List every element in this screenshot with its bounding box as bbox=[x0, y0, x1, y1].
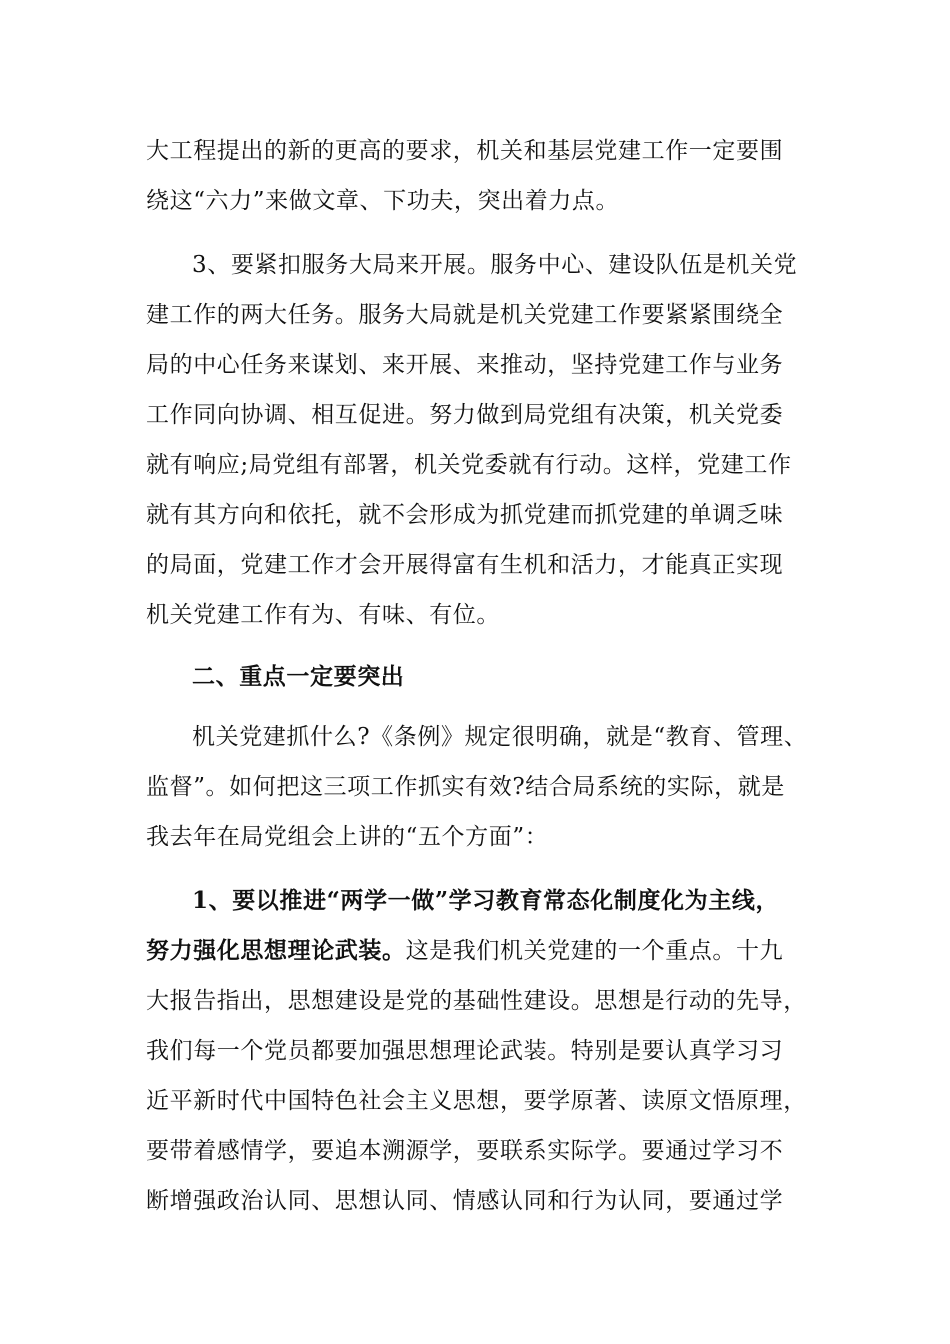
text-line: 的局面，党建工作才会开展得富有生机和活力，才能真正实现 bbox=[146, 552, 784, 578]
inline-text: 这是我们机关党建的一个重点。十九 bbox=[405, 938, 784, 964]
paragraph-start-line: 3、要紧扣服务大局来开展。服务中心、建设队伍是机关党 bbox=[192, 252, 798, 278]
text-line: 机关党建工作有为、有味、有位。 bbox=[146, 602, 500, 628]
bold-item-heading-continued: 努力强化思想理论武装。 bbox=[146, 937, 406, 964]
paragraph-start-line: 机关党建抓什么?《条例》规定很明确，就是“教育、管理、 bbox=[192, 724, 808, 750]
text-line: 我们每一个党员都要加强思想理论武装。特别是要认真学习习 bbox=[146, 1038, 784, 1064]
text-line: 断增强政治认同、思想认同、情感认同和行为认同，要通过学 bbox=[146, 1188, 784, 1214]
text-line: 工作同向协调、相互促进。努力做到局党组有决策，机关党委 bbox=[146, 402, 784, 428]
text-line: 要带着感情学，要追本溯源学，要联系实际学。要通过学习不 bbox=[146, 1138, 784, 1164]
text-line: 局的中心任务来谋划、来开展、来推动，坚持党建工作与业务 bbox=[146, 352, 784, 378]
bold-item-heading: 1、要以推进“两学一做”学习教育常态化制度化为主线， bbox=[192, 887, 780, 914]
text-line: 我去年在局党组会上讲的“五个方面”： bbox=[146, 824, 549, 850]
text-line: 近平新时代中国特色社会主义思想，要学原著、读原文悟原理， bbox=[146, 1088, 807, 1114]
text-line: 就有其方向和依托，就不会形成为抓党建而抓党建的单调乏味 bbox=[146, 502, 784, 528]
text-line: 大工程提出的新的更高的要求，机关和基层党建工作一定要围 bbox=[146, 138, 784, 164]
text-line: 绕这“六力”来做文章、下功夫，突出着力点。 bbox=[146, 188, 620, 214]
text-line: 建工作的两大任务。服务大局就是机关党建工作要紧紧围绕全 bbox=[146, 302, 784, 328]
mixed-text-line bbox=[146, 936, 783, 966]
text-line: 监督”。如何把这三项工作抓实有效?结合局系统的实际，就是 bbox=[146, 774, 785, 800]
text-line: 大报告指出，思想建设是党的基础性建设。思想是行动的先导， bbox=[146, 988, 807, 1014]
section-heading: 二、重点一定要突出 bbox=[192, 663, 405, 690]
text-line: 就有响应;局党组有部署，机关党委就有行动。这样，党建工作 bbox=[146, 452, 792, 478]
